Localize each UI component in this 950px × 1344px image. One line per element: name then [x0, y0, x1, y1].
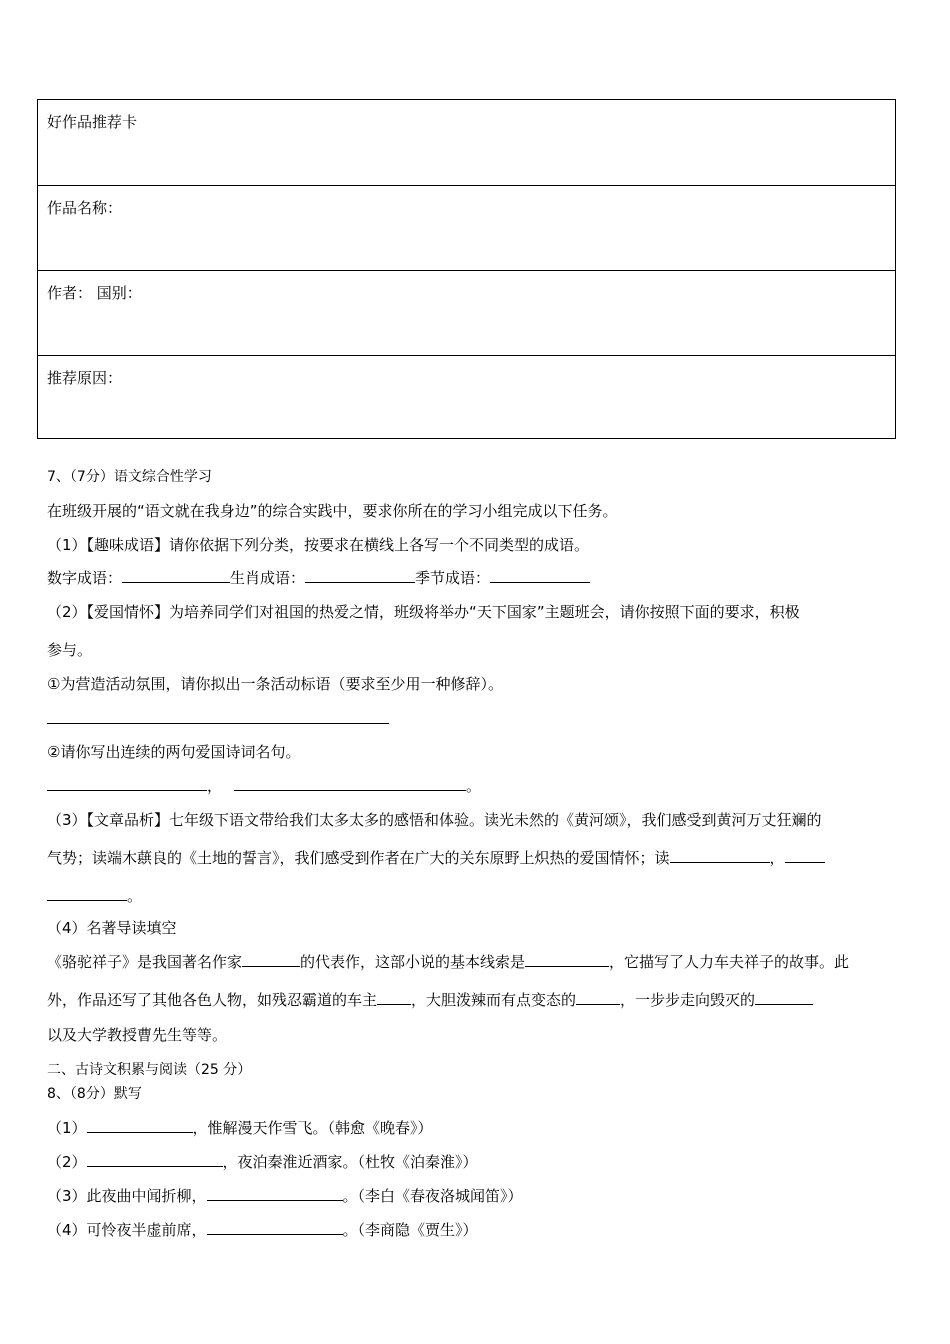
q7-p3-line2 [47, 848, 825, 868]
card-title-row [38, 100, 895, 185]
zodiac-idiom-label: 生肖成语： [230, 569, 306, 587]
q8-l1-prefix: （1） [47, 1119, 87, 1137]
q8-header: 8、（8分）默写 [47, 1086, 142, 1102]
q8-l3-text: （3）此夜曲中闻折柳， [47, 1187, 207, 1205]
q7-p2-line1: （2）【爱国情怀】为培养同学们对祖国的热爱之情，班级将举办“天下国家”主题班会，请你按照下面的要求，积极 [47, 603, 800, 621]
q8-blank-4[interactable] [207, 1220, 343, 1235]
p3-blank-2a[interactable] [785, 848, 825, 863]
q8-blank-3[interactable] [207, 1186, 343, 1201]
p4-text-2: 的代表作，这部小说的基本线索是 [300, 953, 526, 971]
car-owner-blank[interactable] [377, 990, 411, 1005]
q7-p4-line2 [47, 990, 813, 1010]
q7-intro: 在班级开展的“语文就在我身边”的综合实践中，要求你所在的学习小组完成以下任务。 [47, 502, 618, 520]
clue-blank[interactable] [525, 952, 609, 967]
doomed-blank[interactable] [755, 990, 813, 1005]
q8-line4 [47, 1220, 478, 1240]
q7-header: 7、（7分）语文综合性学习 [47, 469, 212, 485]
poem-blanks-line [47, 776, 481, 796]
q8-l2-prefix: （2） [47, 1153, 87, 1171]
number-idiom-label: 数字成语： [47, 569, 123, 587]
q7-p3-line3 [47, 886, 142, 906]
q7-p4-line1 [47, 952, 849, 972]
work-name-label: 作品名称： [47, 199, 123, 217]
p3-comma: ， [769, 849, 785, 867]
q8-l4-text: （4）可怜夜半虚前席， [47, 1221, 207, 1239]
q8-blank-2[interactable] [87, 1152, 223, 1167]
card-work-name-row[interactable] [38, 185, 895, 270]
p4-text-3: ，它描写了人力车夫祥子的故事。此 [609, 953, 850, 971]
recommendation-card [37, 99, 896, 439]
season-idiom-label: 季节成语： [415, 569, 491, 587]
q8-l4-source: 。（李商隐《贾生》） [342, 1221, 478, 1239]
author-label: 作者： 国别： [47, 284, 142, 302]
season-idiom-blank[interactable] [490, 568, 590, 583]
q8-l3-source: 。（李白《春夜洛城闻笛》） [342, 1187, 523, 1205]
q8-blank-1[interactable] [87, 1118, 193, 1133]
p3-blank-2b[interactable] [47, 886, 127, 901]
poem-blank-2[interactable] [234, 776, 466, 791]
q7-p3-text: 气势；读端木蕻良的《土地的誓言》，我们感受到作者在广大的关东原野上炽热的爱国情怀；读 [47, 849, 670, 867]
poem-blank-1[interactable] [47, 776, 207, 791]
card-title: 好作品推荐卡 [47, 113, 138, 131]
card-reason-row[interactable] [38, 355, 895, 438]
q7-p1: （1）【趣味成语】请你依据下列分类，按要求在横线上各写一个不同类型的成语。 [47, 536, 590, 554]
p4-text-6: ，一步步走向毁灭的 [620, 991, 756, 1009]
author-blank[interactable] [242, 952, 300, 967]
poem-period: 。 [466, 777, 482, 795]
q7-p4-title: （4）名著导读填空 [47, 919, 177, 937]
q8-l1-text: ，惟解漫天作雪飞。（韩愈《晚春》） [192, 1119, 433, 1137]
card-author-row[interactable] [38, 270, 895, 355]
q7-p3-line1: （3）【文章品析】七年级下语文带给我们太多太多的感悟和体验。读光未然的《黄河颂》，我们感受到黄河万丈狂斓的 [47, 811, 822, 829]
number-idiom-blank[interactable] [122, 568, 230, 583]
slogan-blank[interactable] [47, 706, 389, 724]
section2-title: 二、古诗文积累与阅读（25 分） [47, 1062, 252, 1078]
q8-line1 [47, 1118, 433, 1138]
p3-blank-1[interactable] [670, 848, 770, 863]
q7-p1-blanks [47, 568, 590, 588]
p3-period: 。 [127, 887, 143, 905]
q7-p2-line2: 参与。 [47, 641, 93, 659]
p4-text-4: 外，作品还写了其他各色人物，如残忍霸道的车主 [47, 991, 378, 1009]
q8-l2-text: ，夜泊秦淮近酒家。（杜牧《泊秦淮》） [222, 1153, 478, 1171]
q8-line2 [47, 1152, 478, 1172]
reason-label: 推荐原因： [47, 369, 123, 387]
q7-p2-sub1: ①为营造活动氛围，请你拟出一条活动标语（要求至少用一种修辞）。 [47, 675, 503, 693]
p4-text-5: ，大胆泼辣而有点变态的 [411, 991, 577, 1009]
zodiac-idiom-blank[interactable] [305, 568, 415, 583]
q7-p2-sub2: ②请你写出连续的两句爱国诗词名句。 [47, 743, 301, 761]
q7-p4-line3: 以及大学教授曹先生等等。 [47, 1026, 228, 1044]
p4-text-1: 《骆驼祥子》是我国著名作家 [47, 953, 243, 971]
q8-line3 [47, 1186, 523, 1206]
character-blank[interactable] [576, 990, 620, 1005]
poem-comma: ， [207, 777, 223, 795]
